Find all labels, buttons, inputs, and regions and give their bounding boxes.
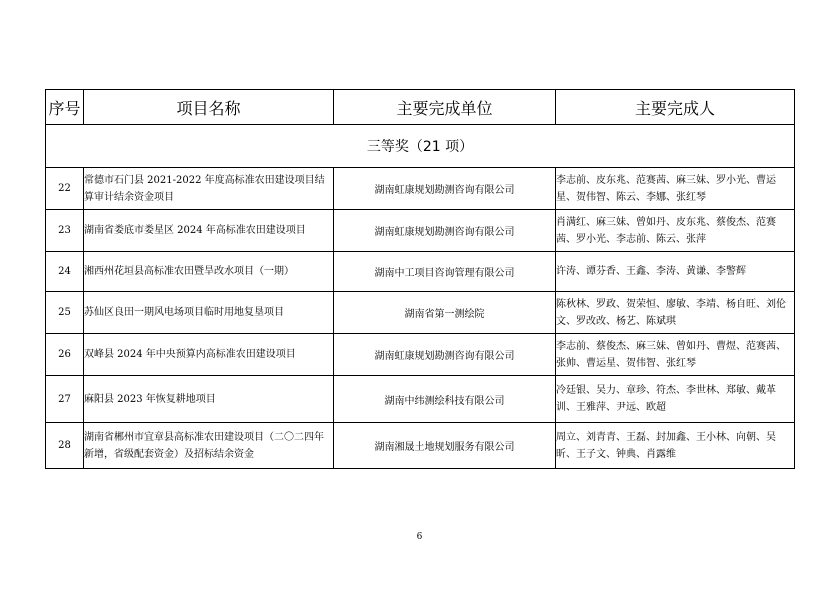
- page-number: 6: [416, 532, 423, 542]
- table-row: [46, 376, 795, 423]
- header-main-unit: 主要完成单位: [334, 90, 556, 125]
- row-number: 28: [46, 423, 84, 469]
- row-number: 27: [46, 376, 84, 423]
- row-project-name: 湖南省郴州市宜章县高标准农田建设项目（二〇二四年新增，省级配套资金）及招标结余资金: [84, 423, 334, 469]
- table-row: [46, 168, 795, 210]
- row-people: 李志前、皮东兆、范赛茜、麻三妹、罗小光、曹运星、贺伟智、陈云、李娜、张红琴: [556, 168, 795, 210]
- row-number: 22: [46, 168, 84, 210]
- table-row: [46, 292, 795, 334]
- row-people: 周立、刘青青、王磊、封加鑫、王小林、向朝、吴昕、王子文、钟典、肖露维: [556, 423, 795, 469]
- row-people: 肖满红、麻三妹、曾如丹、皮东兆、蔡俊杰、范赛茜、罗小光、李志前、陈云、张萍: [556, 210, 795, 252]
- row-people: 李志前、蔡俊杰、麻三妹、曾如丹、曹煜、范赛茜、张帅、曹运星、贺伟智、张红琴: [556, 334, 795, 376]
- row-project-name: 苏仙区良田一期风电场项目临时用地复垦项目: [84, 292, 334, 334]
- row-number: 23: [46, 210, 84, 252]
- row-number: 24: [46, 252, 84, 292]
- awards-table: [45, 89, 795, 469]
- row-number: 25: [46, 292, 84, 334]
- row-project-name: 双峰县 2024 年中央预算内高标准农田建设项目: [84, 334, 334, 376]
- section-row: [46, 125, 795, 168]
- row-unit: 湖南虹康规划勘测咨询有限公司: [334, 210, 556, 252]
- table-row: [46, 423, 795, 469]
- row-unit: 湖南省第一测绘院: [334, 292, 556, 334]
- row-unit: 湖南中纬测绘科技有限公司: [334, 376, 556, 423]
- row-people: 陈秋林、罗政、贺荣恒、廖敏、李靖、杨自旺、刘伦文、罗改改、杨艺、陈斌琪: [556, 292, 795, 334]
- table-header-row: [46, 90, 795, 125]
- header-project-name: 项目名称: [84, 90, 334, 125]
- row-project-name: 湖南省娄底市娄星区 2024 年高标准农田建设项目: [84, 210, 334, 252]
- row-project-name: 麻阳县 2023 年恢复耕地项目: [84, 376, 334, 423]
- table-row: [46, 210, 795, 252]
- row-unit: 湖南中工项目咨询管理有限公司: [334, 252, 556, 292]
- row-number: 26: [46, 334, 84, 376]
- row-people: 许涛、谭芬香、王鑫、李涛、黄谦、李警辉: [556, 252, 795, 292]
- table-row: [46, 334, 795, 376]
- section-title: 三等奖（21 项）: [46, 125, 795, 168]
- header-seq: 序号: [46, 90, 84, 125]
- row-unit: 湖南湘晟土地规划服务有限公司: [334, 423, 556, 469]
- row-people: 冷廷银、吴力、章珍、符杰、李世林、郑敏、戴革训、王雅萍、尹远、欧超: [556, 376, 795, 423]
- row-project-name: 常德市石门县 2021-2022 年度高标准农田建设项目结算审计结余资金项目: [84, 168, 334, 210]
- row-project-name: 湘西州花垣县高标准农田暨旱改水项目（一期）: [84, 252, 334, 292]
- row-unit: 湖南虹康规划勘测咨询有限公司: [334, 168, 556, 210]
- header-main-people: 主要完成人: [556, 90, 795, 125]
- row-unit: 湖南虹康规划勘测咨询有限公司: [334, 334, 556, 376]
- table-row: [46, 252, 795, 292]
